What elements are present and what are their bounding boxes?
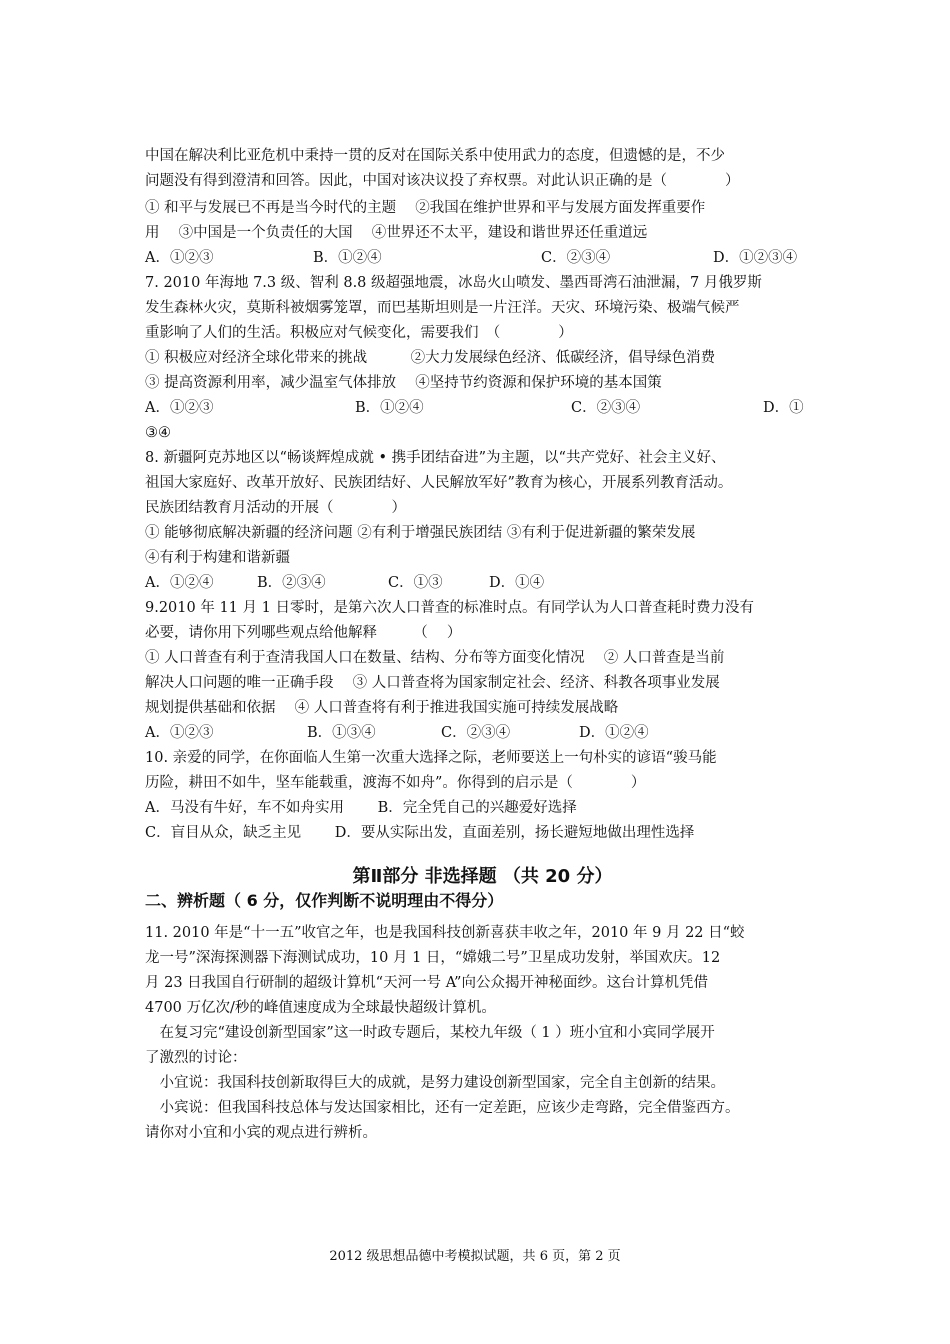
q11-line8: 小宾说：但我国科技总体与发达国家相比，还有一定差距，应该少走弯路，完全借鉴西方。 bbox=[145, 1100, 740, 1116]
q9-line5: 规划提供基础和依据 ④ 人口普查将有利于推进我国实施可持续发展战略 bbox=[145, 700, 619, 716]
q9-option-b: B．①③④ bbox=[307, 725, 376, 741]
q8-options bbox=[145, 573, 820, 593]
q8-line1: 8. 新疆阿克苏地区以“畅谈辉煌成就 • 携手团结奋进”为主题，以“共产党好、社会主义好、 bbox=[145, 450, 726, 466]
q10-option-cd: C．盲目从众，缺乏主见 D．要从实际出发，直面差别，扬长避短地做出理性选择 bbox=[145, 825, 695, 841]
q7-line5: ③ 提高资源利用率，减少温室气体排放 ④坚持节约资源和保护环境的基本国策 bbox=[145, 375, 662, 391]
q6-option-d: D．①②③④ bbox=[713, 250, 798, 266]
q9-line2: 必要，请你用下列哪些观点给他解释 （ ） bbox=[145, 625, 462, 641]
q7-options bbox=[145, 398, 820, 418]
q10-line1: 10. 亲爱的同学，在你面临人生第一次重大选择之际，老师要送上一句朴实的谚语“骏马能 bbox=[145, 750, 717, 766]
q9-line4: 解决人口问题的唯一正确手段 ③ 人口普查将为国家制定社会、经济、科教各项事业发展 bbox=[145, 675, 720, 691]
q7-line2: 发生森林火灾，莫斯科被烟雾笼罩，而巴基斯坦则是一片汪洋。天灾、环境污染、极端气候严 bbox=[145, 300, 740, 316]
page-footer: 2012 级思想品德中考模拟试题，共 6 页，第 2 页 bbox=[329, 1249, 621, 1264]
q7-line1: 7. 2010 年海地 7.3 级、智利 8.8 级超强地震，冰岛火山喷发、墨西哥湾石油泄漏，7 月俄罗斯 bbox=[145, 275, 762, 291]
q9-option-c: C．②③④ bbox=[441, 725, 511, 741]
q7-option-d-wrap: ③④ bbox=[145, 425, 171, 441]
q6-option-b: B．①②④ bbox=[313, 250, 382, 266]
q8-option-a: A．①②④ bbox=[145, 575, 214, 591]
q7-line3: 重影响了人们的生活。积极应对气候变化，需要我们 （ ） bbox=[145, 325, 573, 341]
q10-option-ab: A．马没有牛好，车不如舟实用 B．完全凭自己的兴趣爱好选择 bbox=[145, 800, 577, 816]
section-subtitle: 二、辨析题（ 6 分，仅作判断不说明理由不得分） bbox=[145, 891, 504, 910]
q7-option-a: A．①②③ bbox=[145, 400, 214, 416]
q8-option-d: D．①④ bbox=[489, 575, 545, 591]
q11-line1: 11. 2010 年是“十一五”收官之年，也是我国科技创新喜获丰收之年，2010 年 9 月 22 日“蛟 bbox=[145, 925, 745, 941]
q7-option-d: D．① bbox=[763, 400, 804, 416]
q6-line3: ① 和平与发展已不再是当今时代的主题 ②我国在维护世界和平与发展方面发挥重要作 bbox=[145, 200, 706, 216]
q10-line2: 历险，耕田不如牛，坚车能载重，渡海不如舟”。你得到的启示是（ ） bbox=[145, 775, 646, 791]
q7-line4: ① 积极应对经济全球化带来的挑战 ②大力发展绿色经济、低碳经济，倡导绿色消费 bbox=[145, 350, 716, 366]
q11-line2: 龙一号”深海探测器下海测试成功，10 月 1 日，“嫦娥二号”卫星成功发射，举国欢庆。12 bbox=[145, 950, 721, 966]
q8-option-c: C．①③ bbox=[388, 575, 443, 591]
q7-option-c: C．②③④ bbox=[571, 400, 641, 416]
q8-line3: 民族团结教育月活动的开展（ ） bbox=[145, 500, 406, 516]
q8-option-b: B．②③④ bbox=[257, 575, 326, 591]
section-title: 第Ⅱ部分 非选择题 （共 20 分） bbox=[352, 866, 613, 887]
q6-option-c: C．②③④ bbox=[541, 250, 611, 266]
q6-options bbox=[145, 248, 820, 268]
q6-line2: 问题没有得到澄清和回答。因此，中国对该决议投了弃权票。对此认识正确的是（ ） bbox=[145, 173, 740, 189]
q11-line3: 月 23 日我国自行研制的超级计算机“天河一号 A”向公众揭开神秘面纱。这台计算机凭借 bbox=[145, 975, 708, 991]
q11-line9: 请你对小宜和小宾的观点进行辨析。 bbox=[145, 1125, 377, 1141]
q11-line6: 了激烈的讨论： bbox=[145, 1050, 247, 1066]
q7-option-b: B．①②④ bbox=[355, 400, 424, 416]
q9-line3: ① 人口普查有利于查清我国人口在数量、结构、分布等方面变化情况 ② 人口普查是当前 bbox=[145, 650, 725, 666]
q9-line1: 9.2010 年 11 月 1 日零时，是第六次人口普查的标准时点。有同学认为人口普查耗时费力没有 bbox=[145, 600, 754, 616]
q11-line4: 4700 万亿次/秒的峰值速度成为全球最快超级计算机。 bbox=[145, 1000, 496, 1016]
q11-line7: 小宜说：我国科技创新取得巨大的成就，是努力建设创新型国家，完全自主创新的结果。 bbox=[145, 1075, 725, 1091]
q9-options bbox=[145, 723, 820, 743]
q6-line1: 中国在解决利比亚危机中秉持一贯的反对在国际关系中使用武力的态度，但遗憾的是，不少 bbox=[145, 148, 725, 164]
q8-line4: ① 能够彻底解决新疆的经济问题 ②有利于增强民族团结 ③有利于促进新疆的繁荣发展 bbox=[145, 525, 696, 541]
q8-line5: ④有利于构建和谐新疆 bbox=[145, 550, 290, 566]
q11-line5: 在复习完“建设创新型国家”这一时政专题后，某校九年级（ 1 ）班小宜和小宾同学展开 bbox=[145, 1025, 715, 1041]
q8-line2: 祖国大家庭好、改革开放好、民族团结好、人民解放军好”教育为核心，开展系列教育活动。 bbox=[145, 475, 733, 491]
q9-option-a: A．①②③ bbox=[145, 725, 214, 741]
q6-line4: 用 ③中国是一个负责任的大国 ④世界还不太平，建设和谐世界还任重道远 bbox=[145, 225, 648, 241]
q6-option-a: A．①②③ bbox=[145, 250, 214, 266]
q9-option-d: D．①②④ bbox=[579, 725, 649, 741]
